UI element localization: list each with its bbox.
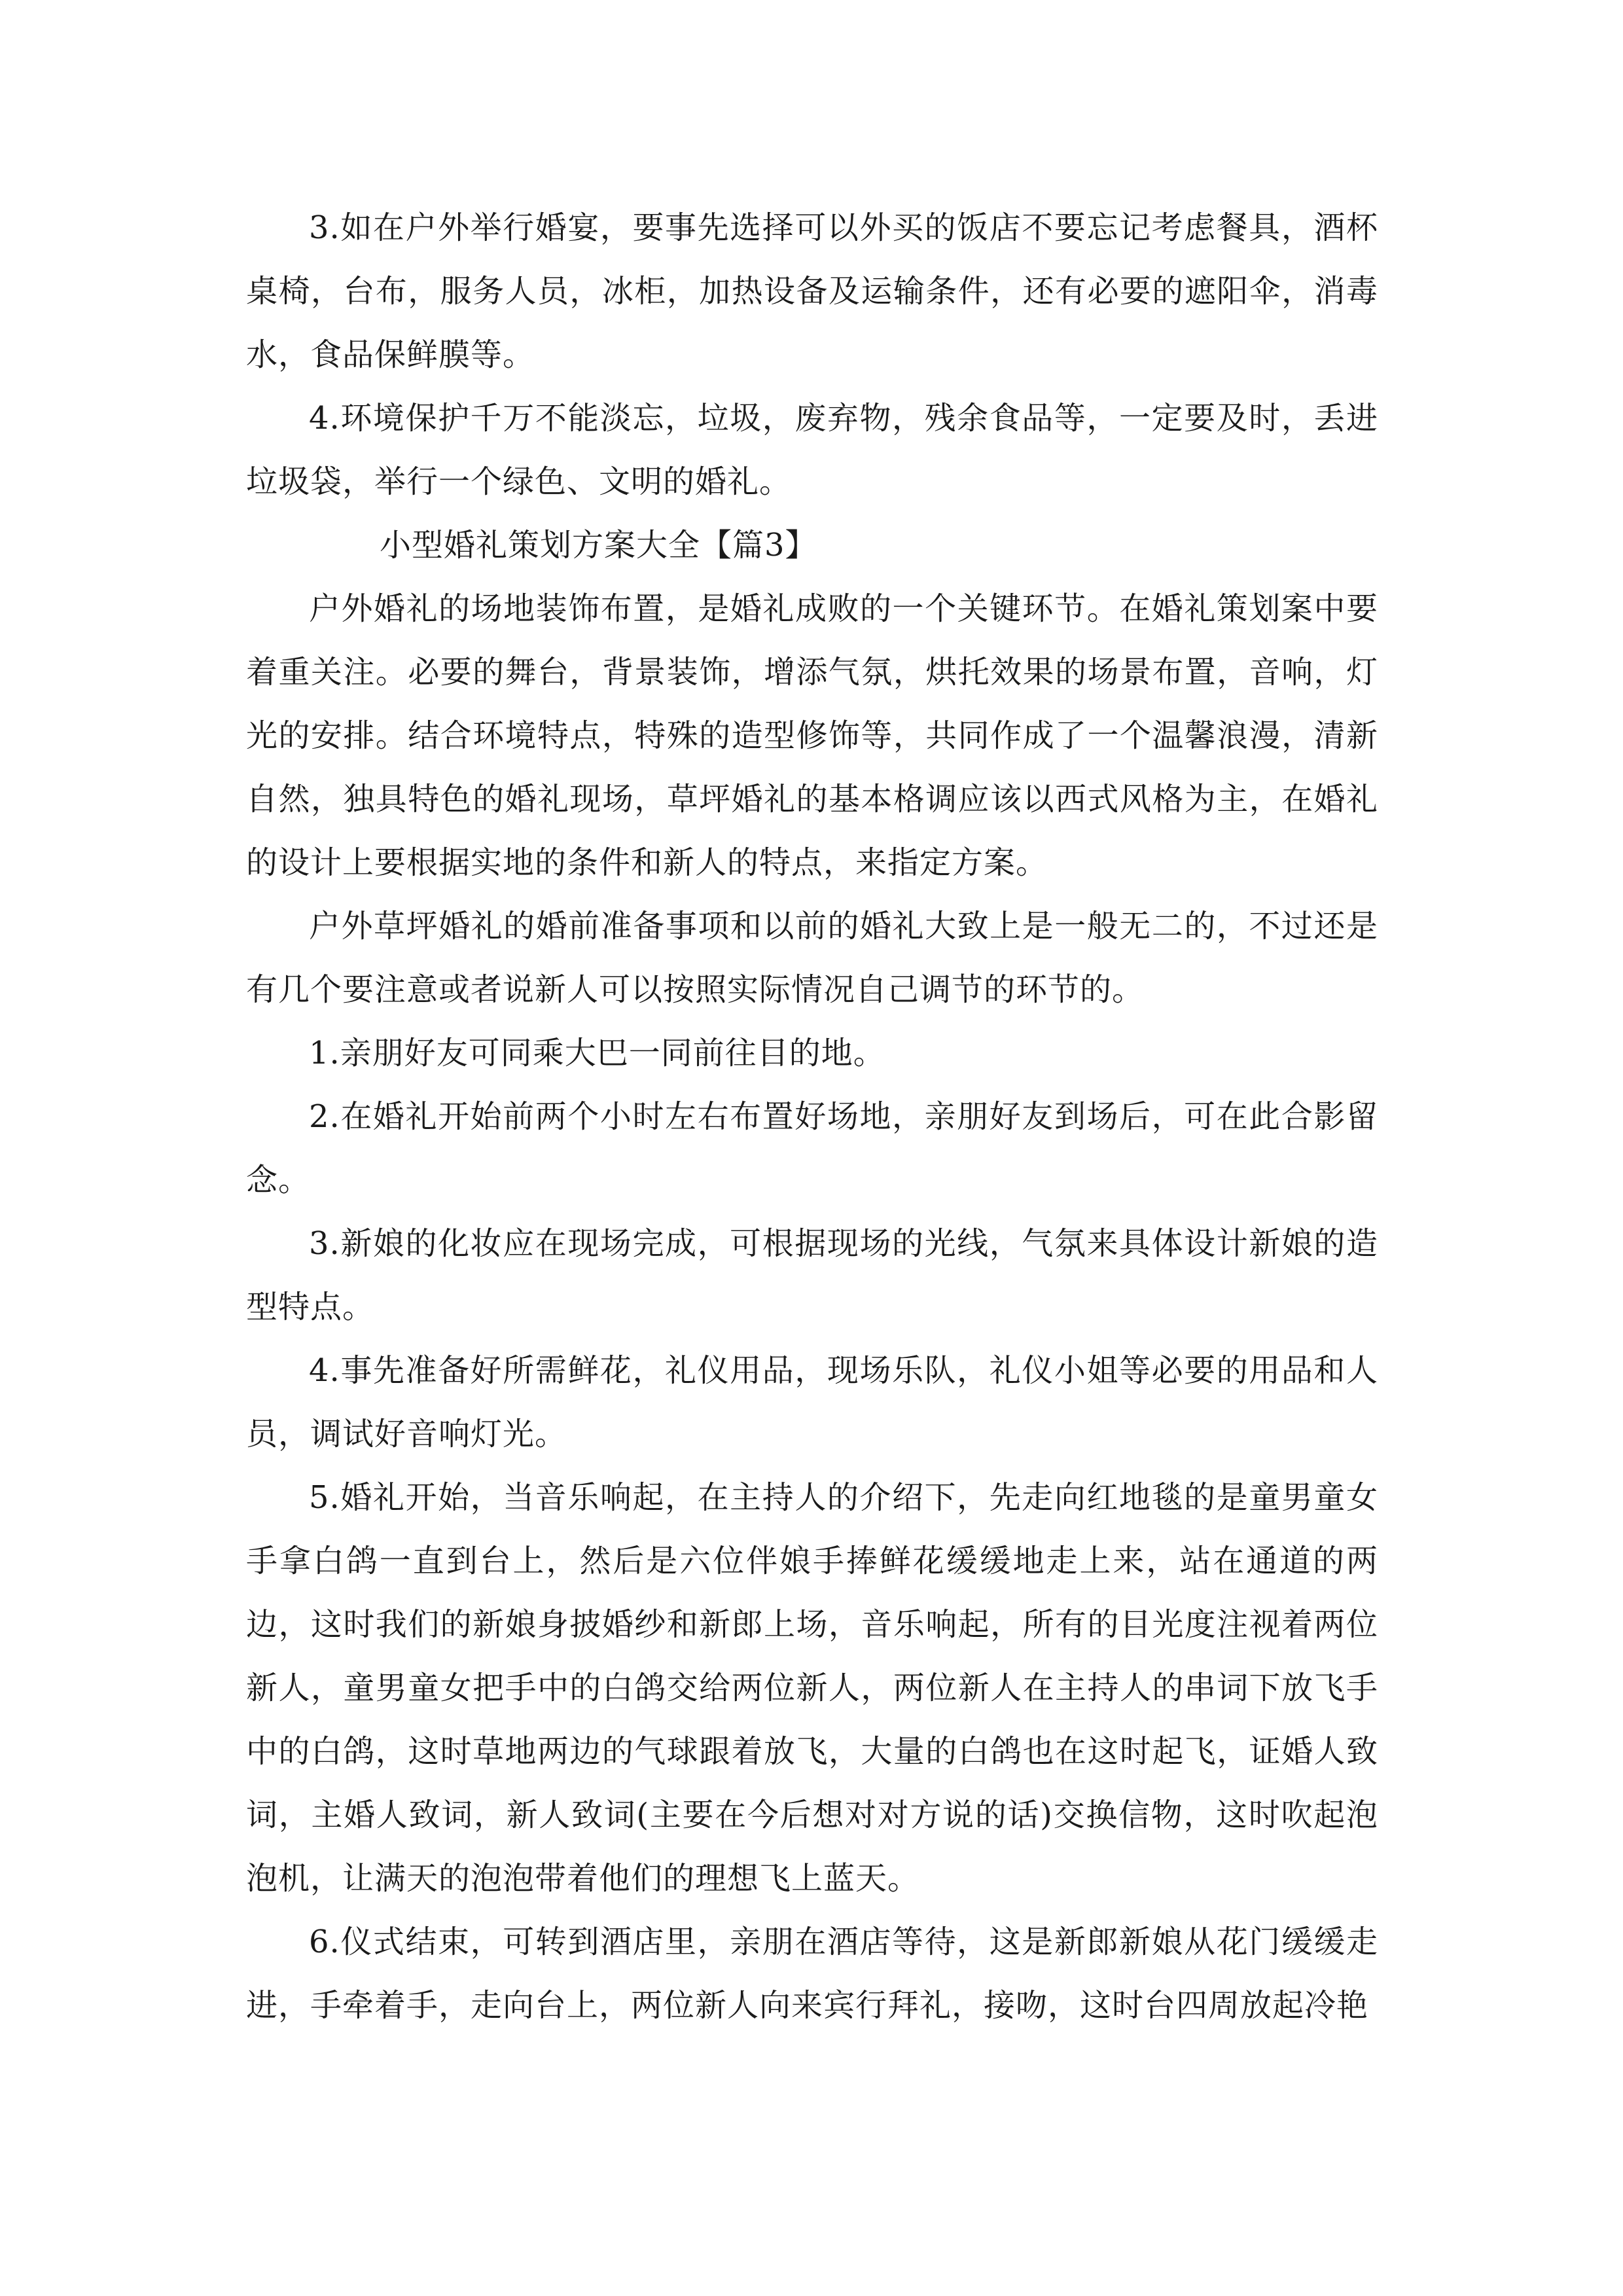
document-body [246,196,1378,2037]
paragraph-venue-decoration: 户外婚礼的场地装饰布置，是婚礼成败的一个关键环节。在婚礼策划案中要着重关注。必要的舞台，背景装饰，增添气氛，烘托效果的场景布置，音响，灯光的安排。结合环境特点，特殊的造型修饰等，共同作成了一个温馨浪漫，清新自然，独具特色的婚礼现场，草坪婚礼的基本格调应该以西式风格为主，在婚礼的设计上要根据实地的条件和新人的特点，来指定方案。 [246,590,1378,881]
list-item-1: 1.亲朋好友可同乘大巴一同前往目的地。 [309,1035,885,1071]
list-item-4: 4.事先准备好所需鲜花，礼仪用品，现场乐队，礼仪小姐等必要的用品和人员，调试好音响灯光。 [246,1352,1378,1452]
list-item-3: 3.新娘的化妆应在现场完成，可根据现场的光线，气氛来具体设计新娘的造型特点。 [246,1225,1378,1325]
paragraph-item-4: 4.环境保护千万不能淡忘，垃圾，废弃物，残余食品等，一定要及时，丢进垃圾袋，举行一个绿色、文明的婚礼。 [246,400,1378,500]
list-item-5: 5.婚礼开始，当音乐响起，在主持人的介绍下，先走向红地毯的是童男童女手拿白鸽一直到台上，然后是六位伴娘手捧鲜花缓缓地走上来，站在通道的两边，这时我们的新娘身披婚纱和新郎上场，音乐响起，所有的目光度注视着两位新人，童男童女把手中的白鸽交给两位新人，两位新人在主持人的串词下放飞手中的白鸽，这时草地两边的气球跟着放飞，大量的白鸽也在这时起飞，证婚人致词，主婚人致词，新人致词(主要在今后想对对方说的话)交换信物，这时吹起泡泡机，让满天的泡泡带着他们的理想飞上蓝天。 [246,1479,1378,1897]
list-item-6: 6.仪式结束，可转到酒店里，亲朋在酒店等待，这是新郎新娘从花门缓缓走进，手牵着手，走向台上，两位新人向来宾行拜礼，接吻，这时台四周放起冷艳 [246,1924,1378,2024]
section-heading: 小型婚礼策划方案大全【篇3】 [380,527,817,564]
paragraph-preparation: 户外草坪婚礼的婚前准备事项和以前的婚礼大致上是一般无二的，不过还是有几个要注意或者说新人可以按照实际情况自己调节的环节的。 [246,908,1378,1008]
paragraph-item-3: 3.如在户外举行婚宴，要事先选择可以外买的饭店不要忘记考虑餐具，酒杯桌椅，台布，服务人员，冰柜，加热设备及运输条件，还有必要的遮阳伞，消毒水，食品保鲜膜等。 [246,209,1378,373]
list-item-2: 2.在婚礼开始前两个小时左右布置好场地，亲朋好友到场后，可在此合影留念。 [246,1098,1378,1198]
